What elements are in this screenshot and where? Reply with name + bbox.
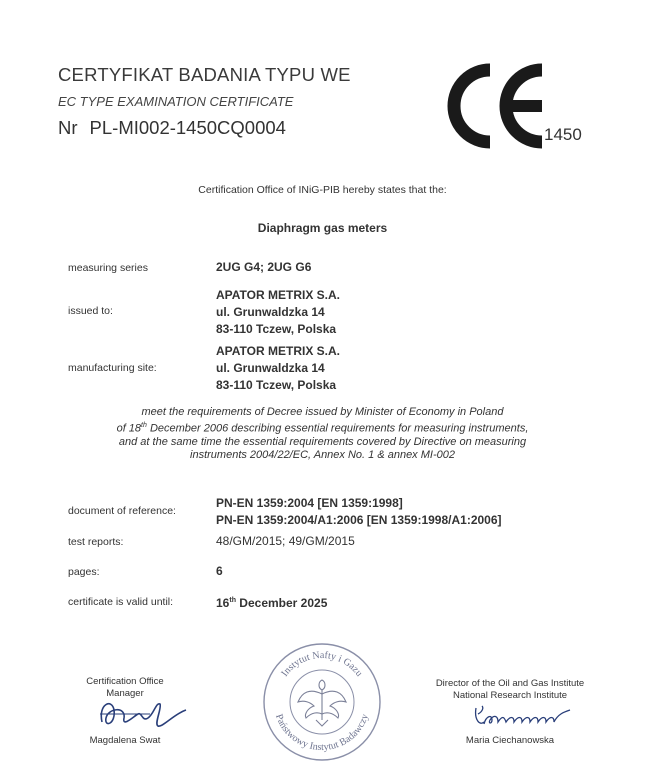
- ce-mark-icon: [430, 56, 600, 156]
- left-signature-icon: [90, 694, 190, 734]
- pages-value: 6: [216, 564, 223, 578]
- statement-line: meet the requirements of Decree issued by Minister of Economy in Poland: [141, 406, 504, 418]
- reference-line: PN-EN 1359:2004/A1:2006 [EN 1359:1998/A1:2006]: [216, 513, 502, 527]
- manufacturing-site-line: APATOR METRIX S.A.: [216, 344, 341, 358]
- manufacturing-site-label: manufacturing site:: [68, 362, 157, 374]
- certificate-subtitle: EC TYPE EXAMINATION CERTIFICATE: [58, 94, 294, 109]
- measuring-series-value: 2UG G4; 2UG G6: [216, 260, 312, 274]
- issued-to-line: ul. Grunwaldzka 14: [216, 305, 325, 319]
- issued-to-line: APATOR METRIX S.A.: [216, 288, 341, 302]
- manufacturing-site-address: [216, 343, 340, 394]
- certificate-number-value: PL-MI002-1450CQ0004: [89, 117, 286, 138]
- right-signatory-role: Director of the Oil and Gas Institute National Research Institute: [435, 678, 585, 701]
- left-signatory-name: Magdalena Swat: [89, 735, 161, 746]
- ce-notified-body-number: 1450: [544, 125, 582, 144]
- requirements-statement: [0, 406, 645, 462]
- reference-line: PN-EN 1359:2004 [EN 1359:1998]: [216, 496, 403, 510]
- seal-bottom-text: Państwowy Instytut Badawczy: [272, 712, 372, 754]
- measuring-series-label: measuring series: [68, 262, 148, 274]
- pages-label: pages:: [68, 566, 100, 578]
- right-signature-icon: [470, 702, 580, 732]
- issued-to-address: [216, 287, 340, 338]
- institute-seal-icon: [260, 640, 384, 764]
- manufacturing-site-line: 83-110 Tczew, Polska: [216, 378, 337, 392]
- test-reports-value: 48/GM/2015; 49/GM/2015: [216, 534, 355, 548]
- statement-line: instruments 2004/22/EC, Annex No. 1 & annex MI-002: [190, 448, 455, 461]
- certificate-number: [58, 117, 286, 139]
- eagle-emblem-icon: [298, 680, 346, 726]
- intro-statement: Certification Office of INiG-PIB hereby states that the:: [198, 184, 447, 196]
- manufacturing-site-line: ul. Grunwaldzka 14: [216, 361, 325, 375]
- issued-to-label: issued to:: [68, 305, 113, 317]
- right-signatory-name: Maria Ciechanowska: [465, 735, 555, 746]
- validity-value: 16th December 2025: [216, 596, 328, 610]
- validity-label: certificate is valid until:: [68, 596, 174, 608]
- statement-line: and at the same time the essential requirements covered by Directive on measuring: [118, 435, 527, 448]
- issued-to-line: 83-110 Tczew, Polska: [216, 322, 337, 336]
- statement-line: of 18th December 2006 describing essential requirements for measuring instruments,: [116, 422, 529, 435]
- certificate-title: CERTYFIKAT BADANIA TYPU WE: [58, 64, 351, 85]
- seal-top-text: Instytut Nafty i Gazu: [279, 649, 365, 679]
- product-name: Diaphragm gas meters: [257, 221, 388, 235]
- document-of-reference-label: document of reference:: [68, 505, 176, 517]
- document-of-reference-value: [216, 495, 502, 529]
- test-reports-label: test reports:: [68, 536, 124, 548]
- certificate-number-label: Nr: [58, 117, 78, 138]
- left-signatory-role: Certification Office Manager: [86, 676, 164, 699]
